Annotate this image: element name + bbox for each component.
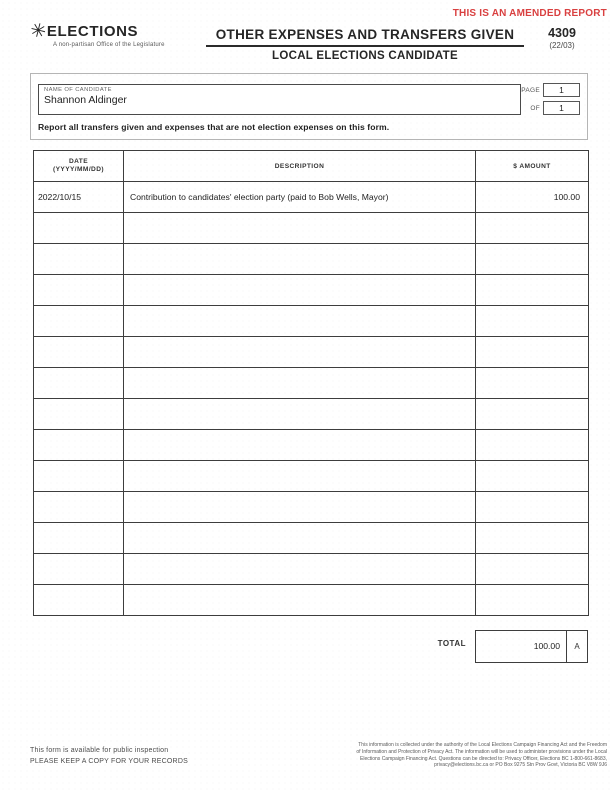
expense-cell-description	[124, 554, 476, 585]
candidate-name-field	[38, 84, 521, 115]
expenses-table-body	[34, 182, 589, 616]
expense-cell-description	[124, 461, 476, 492]
expense-cell-description	[124, 337, 476, 368]
form-instruction: Report all transfers given and expenses that are not election expenses on this form.	[38, 122, 390, 132]
expense-row	[34, 430, 589, 461]
expense-cell-date	[34, 275, 124, 306]
expense-row	[34, 461, 589, 492]
column-header-date: DATE (YYYY/MM/DD)	[34, 151, 124, 182]
of-label: OF	[530, 104, 540, 112]
expense-cell-date	[34, 368, 124, 399]
expense-row	[34, 337, 589, 368]
candidate-name-label: NAME OF CANDIDATE	[44, 87, 112, 93]
privacy-line: privacy@elections.bc.ca or PO Box 9275 Stn Prov Govt, Victoria BC V8W 9J6	[434, 762, 607, 769]
expense-cell-description	[124, 213, 476, 244]
form-subtitle: LOCAL ELECTIONS CANDIDATE	[272, 50, 458, 62]
expense-cell-description	[124, 430, 476, 461]
expense-row	[34, 399, 589, 430]
expense-cell-date: 2022/10/15	[34, 182, 124, 213]
elections-logo	[27, 19, 165, 48]
expense-row	[34, 213, 589, 244]
expense-cell-amount	[476, 244, 589, 275]
total-amount-value: 100.00	[533, 641, 560, 651]
candidate-name-value: Shannon Aldinger	[44, 94, 127, 106]
expense-cell-date	[34, 523, 124, 554]
expense-cell-amount	[476, 461, 589, 492]
form-version: (22/03)	[549, 41, 575, 50]
expense-cell-date	[34, 430, 124, 461]
expense-cell-amount	[476, 306, 589, 337]
expense-cell-description	[124, 492, 476, 523]
expense-row	[34, 554, 589, 585]
expense-row	[34, 182, 589, 213]
form-title: OTHER EXPENSES AND TRANSFERS GIVEN	[206, 27, 525, 47]
page-of-block	[521, 83, 580, 119]
expense-cell-description: Contribution to candidates' election party (paid to Bob Wells, Mayor)	[124, 182, 476, 213]
expense-cell-amount	[476, 368, 589, 399]
expenses-header-row	[34, 151, 589, 182]
candidate-section	[30, 73, 588, 140]
expense-cell-amount: 100.00	[476, 182, 589, 213]
column-header-description: DESCRIPTION	[124, 151, 476, 182]
expense-cell-date	[34, 306, 124, 337]
expense-row	[34, 275, 589, 306]
expense-cell-description	[124, 275, 476, 306]
footer-public-inspection-note	[30, 746, 188, 768]
expense-row	[34, 306, 589, 337]
privacy-line: This information is collected under the authority of the Local Elections Campaign Financing Act and the Freedom	[358, 742, 607, 748]
page-label: PAGE	[521, 86, 540, 94]
expense-cell-description	[124, 585, 476, 616]
expense-row	[34, 523, 589, 554]
expense-cell-date	[34, 461, 124, 492]
expense-row	[34, 492, 589, 523]
elections-starburst-icon: ✳	[27, 19, 49, 44]
expense-cell-description	[124, 368, 476, 399]
form-number: 4309	[548, 26, 576, 40]
expense-cell-description	[124, 523, 476, 554]
expense-cell-date	[34, 337, 124, 368]
footer-left-line1: This form is available for public inspection	[30, 747, 169, 754]
expense-row	[34, 244, 589, 275]
expense-cell-description	[124, 399, 476, 430]
expenses-table	[33, 150, 589, 616]
expense-cell-amount	[476, 492, 589, 523]
expense-row	[34, 585, 589, 616]
privacy-line: Elections Campaign Financing Act. Questions can be directed to: Privacy Officer, Elections BC 1-800-661-8683,	[360, 755, 607, 762]
expense-row	[34, 368, 589, 399]
expense-cell-date	[34, 244, 124, 275]
footer-left-line2: PLEASE KEEP A COPY FOR YOUR RECORDS	[30, 757, 188, 765]
total-label: TOTAL	[437, 639, 466, 648]
expense-cell-date	[34, 554, 124, 585]
expense-cell-amount	[476, 337, 589, 368]
form-number-block	[532, 26, 592, 50]
expense-cell-date	[34, 399, 124, 430]
expense-cell-description	[124, 306, 476, 337]
total-code-box: A	[566, 631, 587, 662]
page-total-field: 1	[543, 101, 580, 115]
logo-wordmark: ELECTIONS	[46, 23, 139, 40]
expense-cell-description	[124, 244, 476, 275]
expense-cell-amount	[476, 430, 589, 461]
logo-tagline: A non-partisan Office of the Legislature	[53, 42, 165, 48]
total-amount-box	[475, 630, 588, 663]
expense-cell-amount	[476, 523, 589, 554]
expense-cell-amount	[476, 554, 589, 585]
privacy-line: of Information and Protection of Privacy Act. The information will be used to administer provisions under the Local	[356, 748, 607, 755]
expense-cell-amount	[476, 399, 589, 430]
expense-cell-date	[34, 492, 124, 523]
title-block	[170, 26, 560, 62]
expense-cell-amount	[476, 213, 589, 244]
expense-cell-date	[34, 213, 124, 244]
column-header-amount: $ AMOUNT	[476, 151, 589, 182]
expense-cell-amount	[476, 275, 589, 306]
expense-cell-amount	[476, 585, 589, 616]
amended-report-notice: THIS IS AN AMENDED REPORT	[452, 8, 607, 19]
footer-privacy-notice	[319, 742, 607, 769]
expense-cell-date	[34, 585, 124, 616]
page-number-field: 1	[543, 83, 580, 97]
